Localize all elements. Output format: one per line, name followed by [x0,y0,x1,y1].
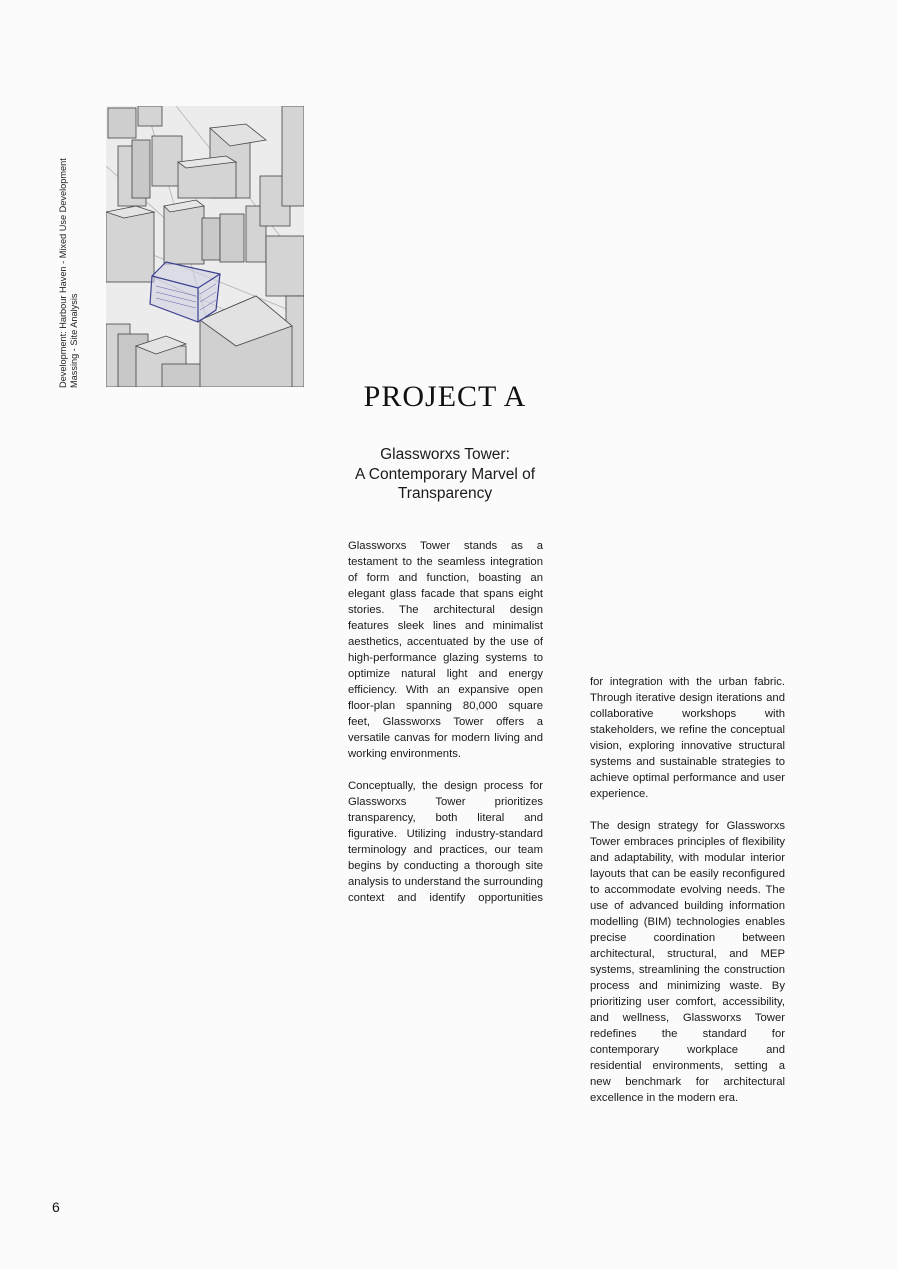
caption-line-1: Development: Harbour Haven - Mixed Use Development [58,158,68,388]
project-subtitle [300,445,590,504]
body-paragraph: Conceptually, the design process for Glassworxs Tower prioritizes transparency, both literal and figurative. Utilizing industry-standard terminology and practices, our team begins by conducting a thorough site analysis to understand the surrounding context and identify opportunities [348,780,543,904]
body-paragraph: The design strategy for Glassworxs Tower embraces principles of flexibility and adaptability, with modular interior layouts that can be easily reconfigured to accommodate evolving needs. The use of advanced building information modelling (BIM) technologies enables precise coordination between architectural, structural, and MEP systems, streamlining the construction process and minimizing waste. By prioritizing user comfort, accessibility, and wellness, Glassworxs Tower redefines the standard for contemporary workplace and residential environments, setting a new benchmark for architectural excellence in the modern era. [590,820,785,1104]
page-number: 6 [52,1199,60,1215]
subtitle-line-2: A Contemporary Marvel of [354,465,536,483]
massing-illustration [106,106,304,387]
body-paragraph: Glassworxs Tower stands as a testament to the seamless integration of form and function, boasting an elegant glass facade that spans eight stories. The architectural design features sleek lines and minimalist aesthetics, accentuated by the use of high-performance glazing systems to optimize natural light and energy efficiency. With an expansive open floor-plan spanning 80,000 square feet, Glassworxs Tower offers a versatile canvas for modern living and working environments. [348,540,543,760]
page-title: PROJECT A [363,380,527,413]
subtitle-line-3: Transparency [397,485,493,502]
body-column-right [590,674,785,1122]
figure-caption [58,148,80,388]
caption-line-2: Massing - Site Analysis [69,293,79,388]
body-column-left [348,538,543,922]
body-paragraph: for integration with the urban fabric. Through iterative design iterations and collaborative workshops with stakeholders, we refine the conceptual vision, exploring innovative structural systems and sustainable strategies to achieve optimal performance and user experience. [590,676,785,800]
subtitle-line-1: Glassworxs Tower: [380,446,510,463]
site-massing-image [106,106,304,387]
